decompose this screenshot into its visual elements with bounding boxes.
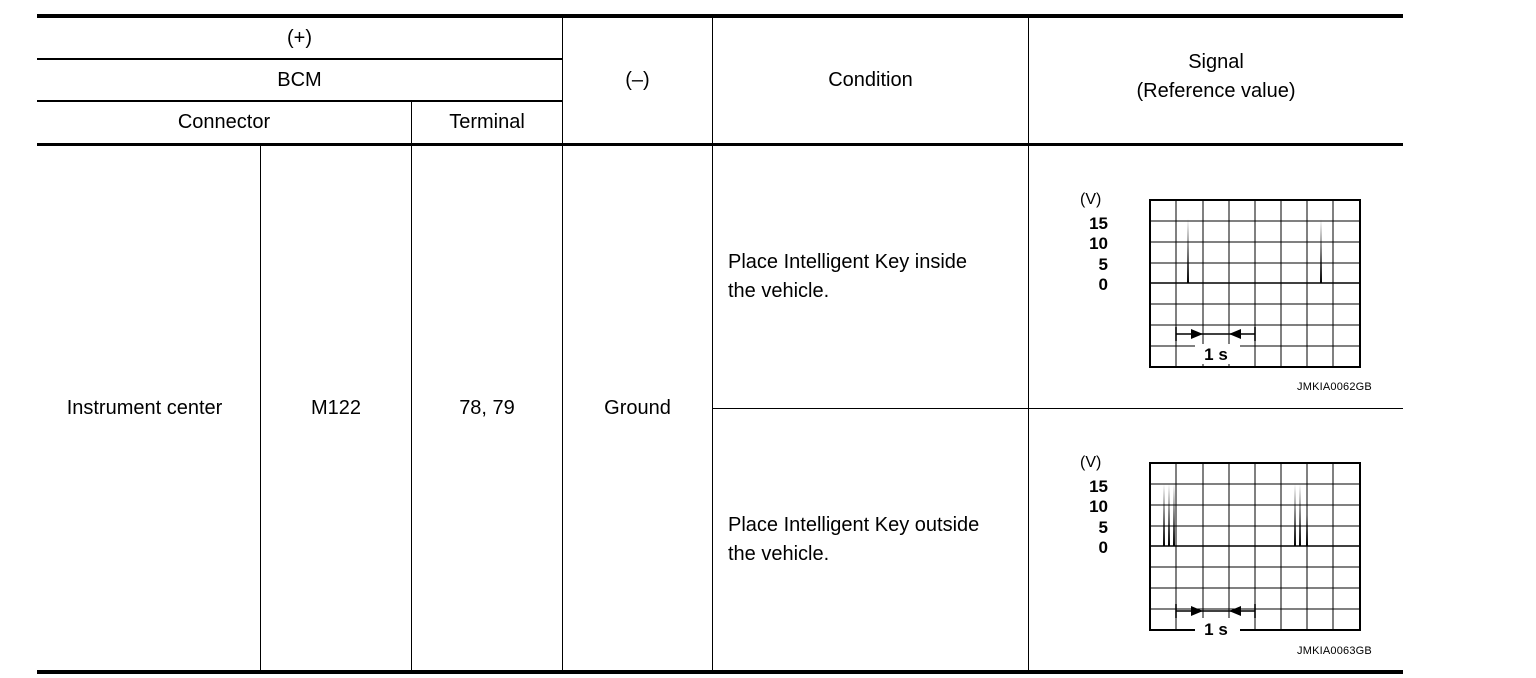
pulse-burst [1294, 484, 1310, 546]
header-bcm: BCM [277, 68, 322, 91]
axis-tick-15: 15 [1089, 214, 1108, 233]
time-scale-label: 1 s [1204, 620, 1228, 639]
waveform-inside-graph [1077, 184, 1397, 384]
pulse [1187, 219, 1191, 283]
header-minus: (–) [625, 69, 650, 91]
header-plus: (+) [287, 26, 312, 49]
time-marker [1176, 604, 1255, 618]
connector-location: Instrument center [66, 396, 223, 419]
axis-tick-10: 10 [1089, 234, 1108, 253]
terminal-numbers: 78, 79 [459, 396, 515, 419]
pulse-burst [1163, 484, 1177, 546]
condition-outside-line1: Place Intelligent Key outside [728, 513, 980, 536]
axis-tick-0: 0 [1098, 275, 1108, 294]
condition-inside [728, 146, 1028, 408]
col-divider-signal [1028, 16, 1029, 672]
axis-tick-15: 15 [1089, 477, 1108, 496]
figure-code-outside: JMKIA0063GB [1297, 645, 1372, 657]
waveform-outside-graph [1077, 447, 1397, 647]
connector-id: M122 [310, 396, 362, 419]
time-scale-label: 1 s [1204, 345, 1228, 364]
condition-outside [728, 409, 1028, 670]
axis-tick-5: 5 [1098, 255, 1108, 274]
axis-tick-10: 10 [1089, 497, 1108, 516]
axis-tick-0: 0 [1098, 538, 1108, 557]
header-condition: Condition [828, 69, 913, 91]
header-signal-line2: (Reference value) [1136, 80, 1296, 102]
waveform-inside [1077, 184, 1397, 384]
header-connector: Connector [177, 111, 271, 133]
axis-tick-5: 5 [1098, 518, 1108, 537]
minus-ground: Ground [604, 396, 671, 419]
header-terminal: Terminal [449, 111, 525, 133]
waveform-outside [1077, 447, 1397, 647]
header-signal-line1: Signal [1188, 51, 1244, 73]
condition-inside-line2: the vehicle. [728, 280, 830, 302]
table-bottom-rule [37, 670, 1403, 674]
axis-unit-label: (V) [1080, 191, 1102, 208]
pulse [1320, 219, 1324, 283]
condition-outside-line2: the vehicle. [728, 542, 830, 565]
time-marker [1176, 327, 1255, 341]
header-signal [1029, 48, 1403, 106]
condition-inside-line1: Place Intelligent Key inside [728, 251, 968, 273]
axis-unit-label: (V) [1080, 454, 1102, 471]
figure-code-inside: JMKIA0062GB [1297, 381, 1372, 393]
terminal-spec-table [37, 14, 1403, 674]
